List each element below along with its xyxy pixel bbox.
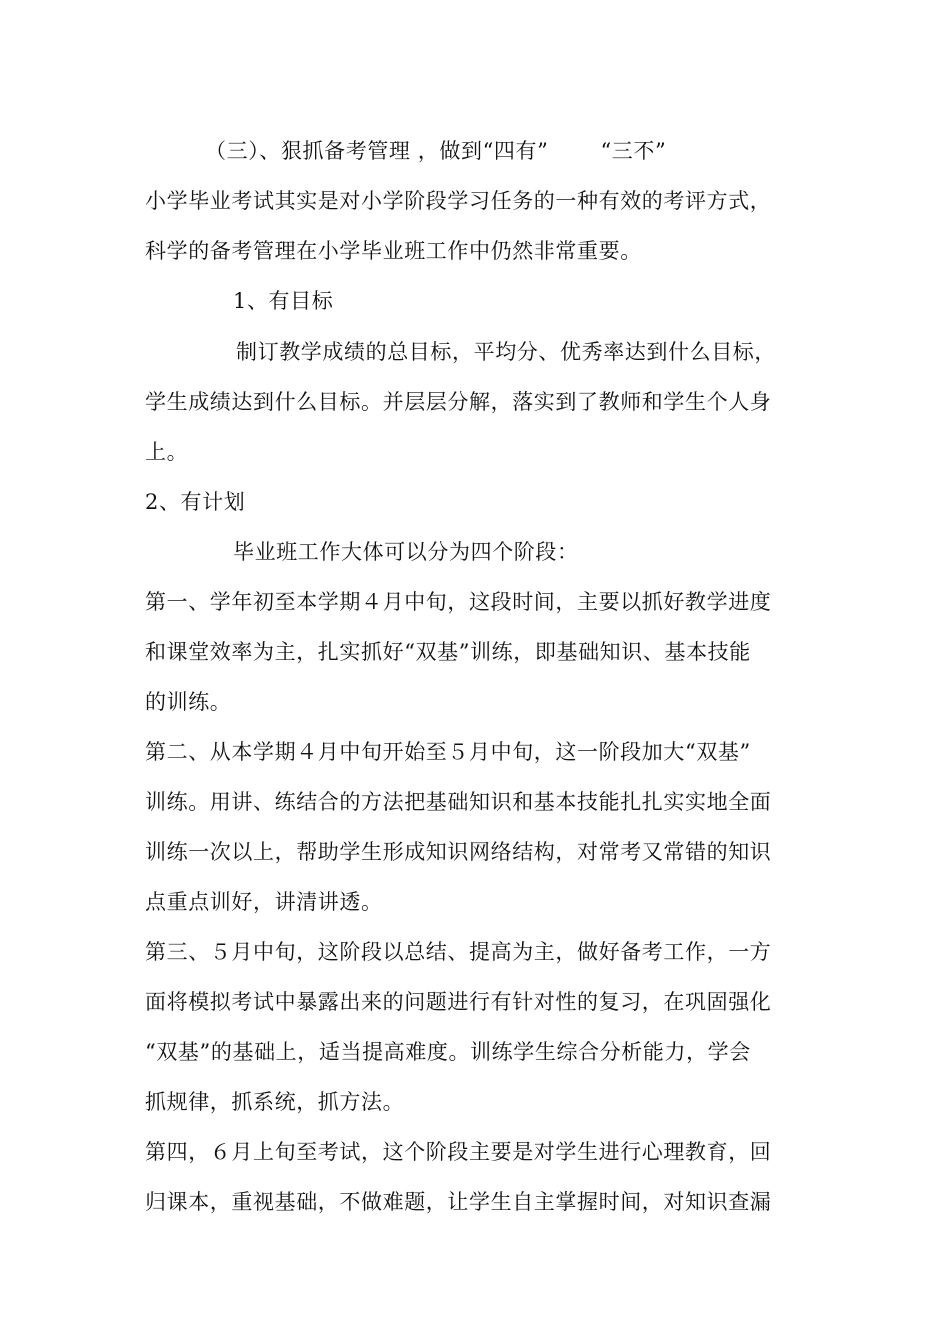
paragraph-line: 面将模拟考试中暴露出来的问题进行有针对性的复习，在巩固强化 <box>145 990 772 1014</box>
paragraph-line: 训练一次以上，帮助学生形成知识网络结构，对常考又常错的知识 <box>145 840 772 864</box>
paragraph-line: 毕业班工作大体可以分为四个阶段： <box>233 540 579 564</box>
paragraph-line: 上。 <box>145 440 189 464</box>
paragraph-line: “双基”的基础上，适当提高难度。训练学生综合分析能力，学会 <box>145 1040 751 1064</box>
paragraph-line: 小学毕业考试其实是对小学阶段学习任务的一种有效的考评方式， <box>145 189 772 213</box>
subheading-goal: 1、有目标 <box>233 289 334 313</box>
paragraph-line: 点重点训好，讲清讲透。 <box>145 890 383 914</box>
section-heading-suffix: “三不” <box>600 139 667 163</box>
paragraph-line: 第二、从本学期４月中旬开始至５月中旬，这一阶段加大“双基” <box>145 740 751 764</box>
paragraph-line: 第三、５月中旬，这阶段以总结、提高为主，做好备考工作，一方 <box>145 940 772 964</box>
paragraph-line: 制订教学成绩的总目标，平均分、优秀率达到什么目标， <box>236 340 776 364</box>
paragraph-line: 训练。用讲、练结合的方法把基础知识和基本技能扎扎实实地全面 <box>145 790 772 814</box>
paragraph-line: 和课堂效率为主，扎实抓好“双基”训练，即基础知识、基本技能 <box>145 640 751 664</box>
paragraph-line: 的训练。 <box>145 690 232 714</box>
section-heading-main: （三）、狠抓备考管理 ，做到“四有” <box>205 139 549 163</box>
section-heading <box>205 136 875 166</box>
paragraph-line: 学生成绩达到什么目标。并层层分解，落实到了教师和学生个人身 <box>145 390 772 414</box>
paragraph-line: 第四，６月上旬至考试，这个阶段主要是对学生进行心理教育，回 <box>145 1140 772 1164</box>
paragraph-line: 抓规律，抓系统，抓方法。 <box>145 1090 405 1114</box>
subheading-plan: 2、有计划 <box>145 490 246 514</box>
paragraph-line: 科学的备考管理在小学毕业班工作中仍然非常重要。 <box>145 239 642 263</box>
paragraph-line: 归课本，重视基础，不做难题，让学生自主掌握时间，对知识查漏 <box>145 1190 772 1214</box>
paragraph-line: 第一、学年初至本学期４月中旬，这段时间，主要以抓好教学进度 <box>145 590 772 614</box>
